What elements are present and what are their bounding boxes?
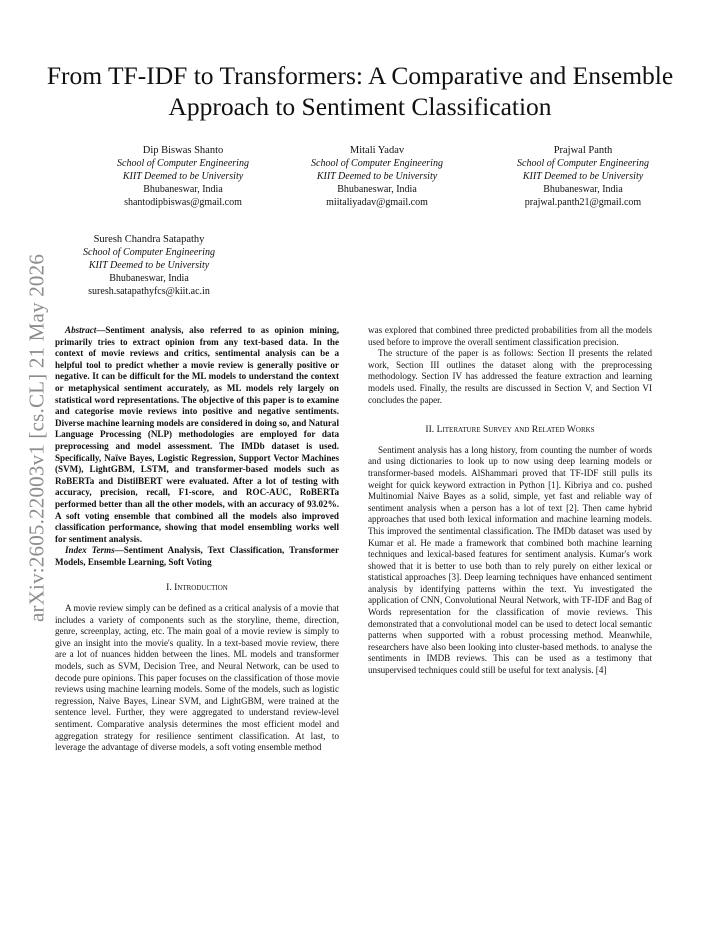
author-university: KIIT Deemed to be University: [122, 171, 244, 182]
abstract: [55, 325, 339, 545]
author-block-4: [54, 233, 244, 298]
arxiv-side-stamp: [22, 253, 52, 623]
literature-paragraph: Sentiment analysis has a long history, from counting the number of words and using dictionaries to look up to now using deep learning models or transformer-based models. AlShammari proved that TF-IDF still pulls its weight for quick keyword extraction in Python [1]. Kibriya and co. pushed Multinomial Naive Bayes as a solid, simple, yet fast and reliable way of sentiment analysis when a person has a lot of text [2]. Then came hybrid approaches that used both lexical information and machine learning models. This improved the sentimental classification. The IMDb dataset was used by Kumar et al. He made a framework that combined both machine learning techniques and lexical-based features for sentiment analysis. Kumar's work showed that it is better to use both than to rely purely on either lexical or statistical approaches [3]. Deep learning techniques have enhanced sentiment analysis by identifying patterns within the text. Yu investigated the application of CNN, Convolutional Neural Network, with TF-IDF and Bag of Words representation for the classification of movie reviews. This demonstrated that a convolutional model can be used to detect local semantic patterns when supported with a robust processing method. Meanwhile, researchers have also been looking into cluster-based methods. to analyse the sentiments in IMDB reviews. This can be used as a testimony that unsupervised techniques could still be useful for text analysis. [4]: [368, 444, 652, 676]
section-heading-literature: II. Literature Survey and Related Works: [425, 424, 595, 436]
author-department: School of Computer Engineering: [517, 158, 649, 169]
right-column: [368, 325, 652, 677]
author-email: miitaliyadav@gmail.com: [326, 197, 428, 208]
index-terms: [55, 545, 339, 568]
index-terms-label: Index Terms: [65, 545, 115, 556]
author-department: School of Computer Engineering: [117, 158, 249, 169]
author-university: KIIT Deemed to be University: [522, 171, 644, 182]
author-university: KIIT Deemed to be University: [88, 260, 210, 271]
index-terms-text: —Sentiment Analysis, Text Classification, Transformer Models, Ensemble Learning, Soft Voting: [55, 545, 339, 567]
author-department: School of Computer Engineering: [83, 247, 215, 258]
author-name: Dip Biswas Shanto: [142, 145, 224, 156]
author-department: School of Computer Engineering: [311, 158, 443, 169]
author-name: Mitali Yadav: [349, 145, 405, 156]
author-block-2: [272, 144, 482, 209]
author-email: suresh.satapathyfcs@kiit.ac.in: [88, 286, 210, 297]
author-block-3: [478, 144, 688, 209]
author-city: Bhubaneswar, India: [143, 184, 223, 195]
section-heading-introduction: I. Introduction: [166, 582, 228, 594]
author-email: prajwal.panth21@gmail.com: [524, 197, 642, 208]
paper-structure-paragraph: The structure of the paper is as follows: Section II presents the related work, Section III outlines the dataset along with the preprocessing methodology. Section IV has addressed the feature extraction and learning models used. Finally, the results are discussed in Section V, and Section VI concludes the paper.: [368, 348, 652, 405]
paper-title: From TF-IDF to Transformers: A Comparative and Ensemble Approach to Sentiment Classification: [46, 61, 674, 121]
author-university: KIIT Deemed to be University: [316, 171, 438, 182]
abstract-text: —Sentiment analysis, also referred to as opinion mining, primarily tries to extract opinion from any text-based data. In the context of movie reviews and critics, sentimental analysis can be a helpful tool to predict whether a movie review is generally positive or negative. It can be difficult for the ML models to understand the context or metaphysical sentiment accurately, as ML models rely largely on statistical word representations. The objective of this paper is to examine and categorise movie reviews into positive and negative sentiments. Diverse machine learning models are considered in doing so, and Natural Language Processing (NLP) methodologies are employed for data preprocessing and model assessment. The IMDb dataset is used. Specifically, Naïve Bayes, Logistic Regression, Support Vector Machines (SVM), LightGBM, LSTM, and transformer-based models such as RoBERTa and DistilBERT were evaluated. After a lot of testing with accuracy, precision, recall, F1-score, and ROC-AUC, RoBERTa performed better than all the other models, with an accuracy of 93.02%. A soft voting ensemble that combined all the models also improved classification performance, showing that model ensembling works well for sentiment analysis.: [55, 325, 339, 544]
author-email: shantodipbiswas@gmail.com: [124, 197, 242, 208]
author-name: Prajwal Panth: [553, 145, 613, 156]
abstract-label: Abstract: [65, 325, 97, 335]
author-block-1: [78, 144, 288, 209]
introduction-paragraph-continued: was explored that combined three predicted probabilities from all the models used before to improve the overall sentiment classification precision.: [368, 325, 652, 347]
author-city: Bhubaneswar, India: [337, 184, 417, 195]
arxiv-identifier: arXiv:2605.22003v1 [cs.CL] 21 May 2026: [24, 253, 49, 623]
author-city: Bhubaneswar, India: [109, 273, 189, 284]
introduction-paragraph: A movie review simply can be defined as a critical analysis of a movie that includes a variety of components such as the storyline, theme, direction, genre, screenplay, acting, etc. The main goal of a movie review is simply to give an insight into the movie's quality. In a text-based movie review, there are a lot of nuances hidden between the lines. ML models and transformer models, such as SVM, Decision Tree, and Neural Network, can be used to decode pure opinions. This paper focuses on the classification of those movie reviews using machine learning models. Some of the models, such as logistic regression, Naive Bayes, Linear SVM, and LightGBM, were trained at the sentence level. Further, they were aggregated to understand review-level sentiment. Comparative analysis determines the most efficient model and aggregation strategy for resilience sentiment classification. At last, to leverage the advantage of diverse models, a soft voting ensemble method: [55, 603, 339, 753]
author-name: Suresh Chandra Satapathy: [93, 234, 205, 245]
left-column: [55, 325, 339, 754]
author-city: Bhubaneswar, India: [543, 184, 623, 195]
